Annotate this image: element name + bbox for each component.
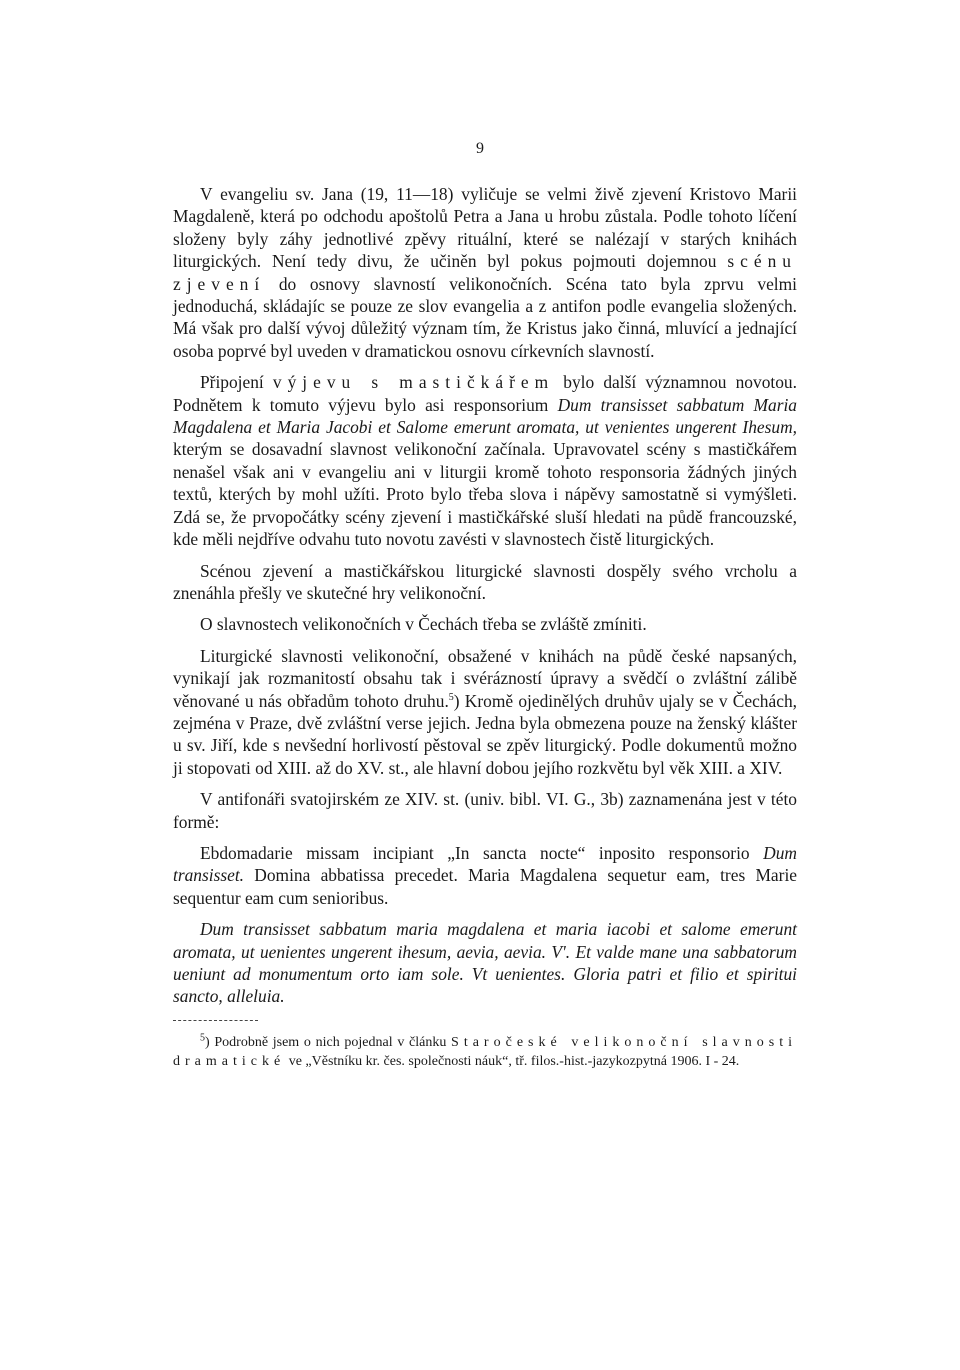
text-span: ) Kromě ojedinělých druhův ujaly se v Čechách, zejména v Praze, dvě zvláštní verse jejich. Jedna byla obmezena pouze na ženský klášter u sv. Jiří, kde s nevšední horlivostí pěstoval se zpěv liturgický. Podle dokumentů možno ji stopovati od XIII. až do XV. st., ale hlavní dobou jejího rozkvětu byl věk XIII. a XIV. xyxy=(173,690,797,778)
paragraph-7 xyxy=(173,842,797,909)
footnote-separator xyxy=(173,1020,258,1021)
latin-quote: Dum transisset sabbatum Maria Magdalena et Maria Jacobi et Salome emerunt aromata, ut venientes ungerent Ihesum, xyxy=(173,394,797,438)
footnote-ref[interactable]: 5 xyxy=(448,691,454,703)
paragraph-1 xyxy=(173,183,797,362)
spaced-emphasis: výjevu s mastičkářem xyxy=(272,372,555,393)
text-span: ve „Věstníku kr. čes. společnosti náuk“, tř. filos.-hist.-jazykozpytná 1906. I - 24. xyxy=(285,1053,740,1069)
text-span: bylo další významnou novotou. Podnětem k tomuto výjevu bylo asi responsorium xyxy=(173,372,797,415)
text-span: Liturgické slavnosti velikonoční, obsažené v knihách na půdě české napsaných, vynikají jak rozmanitostí obsahu tak i svérázností úpravy a svědčí o zvláštní zálibě věnované u nás obřadům tohoto druhu. xyxy=(173,645,797,711)
text-span: Domina abbatissa precedet. Maria Magdalena sequetur eam, tres Marie sequentur eam cum senioribus. xyxy=(173,865,797,908)
paragraph-4: O slavnostech velikonočních v Čechách třeba se zvláště zmíniti. xyxy=(200,614,647,635)
text-span: V evangeliu sv. Jana (19, 11—18) vyličuje se velmi živě zjevení Kristovo Marii Magdaleně, která po odchodu apoštolů Petra a Jana u hrobu zůstala. Podle tohoto líčení složeny byly záhy jednotlivé zpěvy rituální, které se nalézají v starých knihách liturgických. Není tedy divu, že učiněn byl pokus pojmouti dojemnou xyxy=(173,184,797,272)
paragraph-3: Scénou zjevení a mastičkářskou liturgické slavnosti dospěly svého vrcholu a znenáhla přešly ve skutečné hry velikonoční. xyxy=(173,560,797,603)
spaced-emphasis: scénu zjevení xyxy=(173,251,797,294)
text-span: Připojení xyxy=(200,372,273,393)
body-text xyxy=(173,183,797,1080)
paragraph-8-latin-text: Dum transisset sabbatum maria magdalena et maria iacobi et salome emerunt aromata, ut uenientes ungerent ihesum, aevia, aevia. V'. Et valde mane una sabbatorum ueniunt ad monumentum orto iam sole. Vt uenientes. Gloria patri et filio et spiritui sancto, alleluia. xyxy=(173,919,797,1007)
paragraph-6: V antifonáři svatojirském ze XIV. st. (univ. bibl. VI. G., 3b) zaznamenána jest v této formě: xyxy=(173,789,797,832)
paragraph-2 xyxy=(173,371,797,550)
text-span: Ebdomadarie missam incipiant „In sancta nocte“ inposito responsorio xyxy=(200,842,764,863)
page-number: 9 xyxy=(476,140,484,157)
paragraph-5 xyxy=(173,645,797,779)
latin-incipit: Dum transisset. xyxy=(173,842,797,886)
text-span: kterým se dosavadní slavnost velikonoční začínala. Upravovatel scény s mastičkářem nenašel však ani v evangeliu ani v liturgii kromě tohoto responsoria žádných jiných textů, kterých by mohl užíti. Proto bylo třeba slova i nápěvy samostatně si vymýšleti. Zdá se, že prvopočátky scény zjevení i mastičkářské sluší hledati na půdě francouzské, kde měli nejdříve odvahu tuto novotu zavésti v slavnostech čistě liturgických. xyxy=(173,439,797,550)
footnote-number: 5 xyxy=(200,1032,205,1044)
spaced-emphasis: Staročeské velikonoční slavnosti dramatické xyxy=(173,1034,797,1069)
text-span: ) Podrobně jsem o nich pojednal v článku xyxy=(205,1034,452,1050)
text-span: do osnovy slavností velikonočních. Scéna tato byla zprvu velmi jednoduchá, skládajíc se pouze ze slov evangelia a z antifon podle evangelia složených. Má však pro další vývoj důležitý význam tím, že Kristus jako činná, mluvící a jednající osoba poprvé byl uveden v dramatickou osnovu církevních slavností. xyxy=(173,273,797,361)
footnote xyxy=(173,1033,797,1071)
